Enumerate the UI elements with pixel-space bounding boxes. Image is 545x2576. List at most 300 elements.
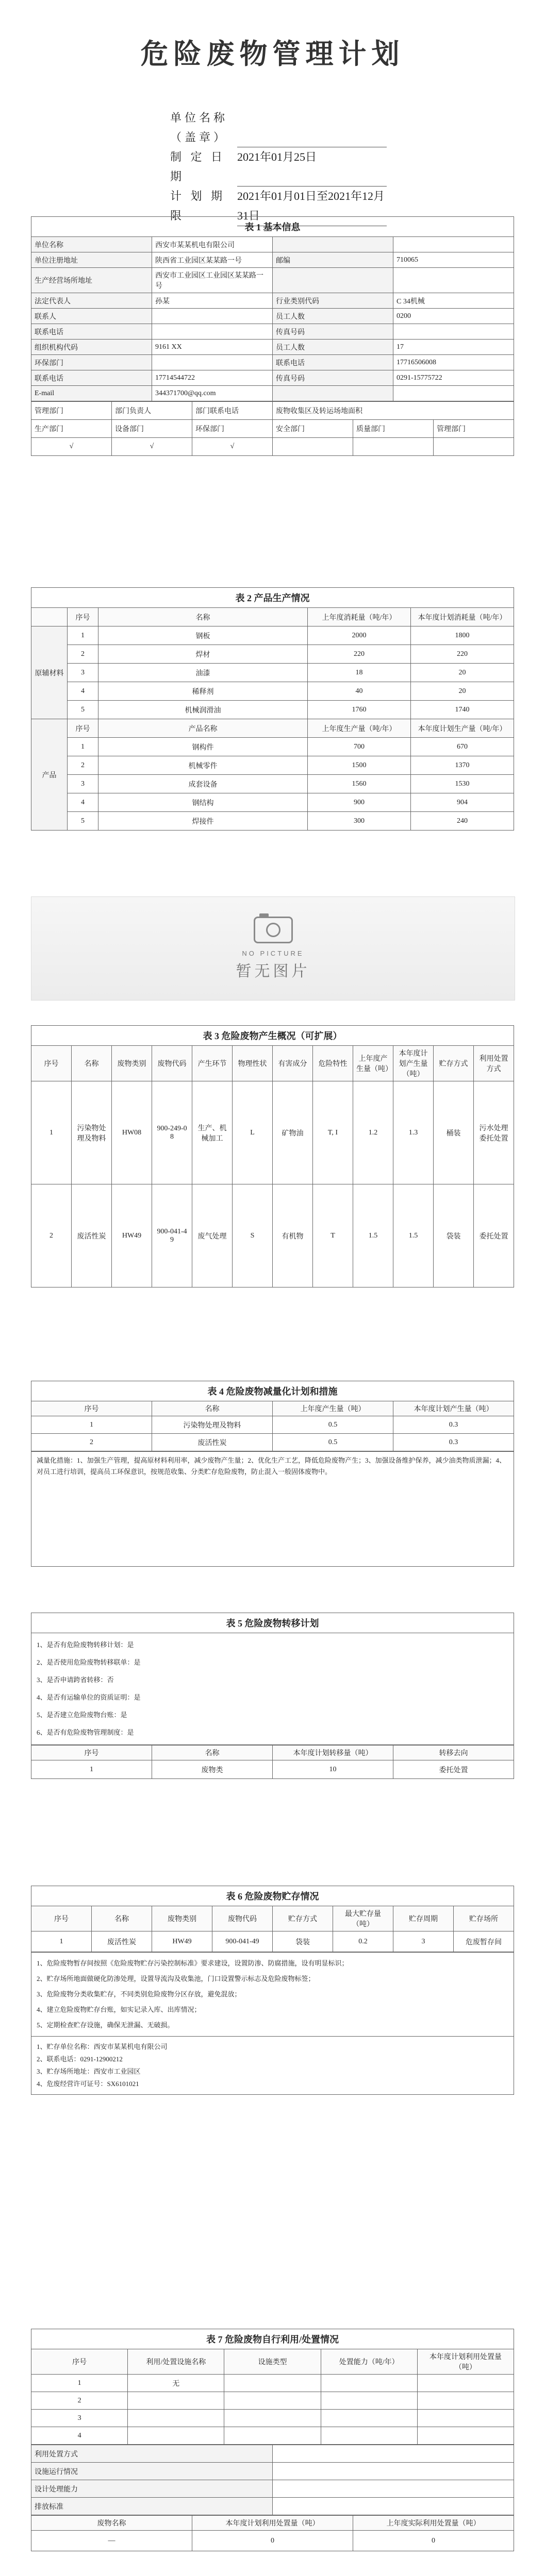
table-cell: 900 [308, 793, 411, 812]
raw-material-row [31, 701, 514, 719]
column-header: 本年度计划转移量（吨） [273, 1745, 393, 1760]
table-cell [321, 2410, 417, 2427]
transfer-item: 6、是否有危险废物管理制度：是 [37, 1728, 134, 1736]
table-cell: 1 [31, 1931, 92, 1952]
column-header: 最大贮存量（吨） [333, 1906, 393, 1931]
table-cell: 20 [411, 682, 514, 701]
table-cell: 1800 [411, 626, 514, 645]
table-cell: T [313, 1184, 353, 1287]
mgmt-dept: 环保部门 [192, 420, 273, 438]
info-value [152, 355, 273, 370]
storage-sign-line: 3、贮存场所地址：西安市工业园区 [37, 2067, 141, 2075]
section-title: 表 4 危险废物减量化计划和措施 [31, 1381, 514, 1401]
info-label: 行业类别代码 [273, 293, 393, 309]
raw-material-row [31, 664, 514, 682]
info-label: 联系电话 [31, 324, 152, 340]
column-header: 序号 [68, 719, 98, 738]
mgmt-check [273, 438, 353, 456]
date-value: 2021年01月25日 [237, 147, 387, 187]
table-cell: 1 [31, 2375, 128, 2392]
column-header: 上年度实际利用处置量（吨） [353, 2516, 514, 2531]
info-label [273, 237, 393, 252]
table-cell: HW49 [152, 1931, 212, 1952]
table-cell [321, 2427, 417, 2445]
section-title: 表 1 基本信息 [31, 216, 514, 236]
table-cell [417, 2375, 514, 2392]
info-label: 联系人 [31, 309, 152, 324]
self-disposal-total [31, 2515, 514, 2551]
info-label: 环保部门 [31, 355, 152, 370]
column-header: 上年度生产量（吨/年） [308, 719, 411, 738]
table-cell: 1.3 [393, 1081, 434, 1184]
column-header: 废物类别 [112, 1046, 152, 1081]
transfer-item: 4、是否有运输单位的资质证明：是 [37, 1693, 141, 1701]
table-row [31, 2427, 514, 2445]
info-label: 联系电话 [31, 370, 152, 386]
section-title: 表 7 危险废物自行利用/处置情况 [31, 2329, 514, 2349]
mgmt-header: 废物收集区及转运场地面积 [273, 402, 514, 420]
table-cell: 4 [68, 682, 98, 701]
column-header: 本年度计划产生量（吨） [393, 1401, 514, 1416]
no-picture-en: NO PICTURE [242, 949, 304, 957]
table-cell: 矿物油 [273, 1081, 313, 1184]
info-row [31, 293, 514, 309]
section-title: 表 5 危险废物转移计划 [31, 1613, 514, 1633]
info-value: 17716506008 [393, 355, 514, 370]
unit-value [237, 108, 387, 147]
table-cell: 300 [308, 812, 411, 831]
table-cell: 18 [308, 664, 411, 682]
table-cell [224, 2427, 321, 2445]
table-cell: 10 [273, 1760, 393, 1779]
column-header: 名称 [92, 1906, 152, 1931]
table-cell: 1.5 [353, 1184, 393, 1287]
table-cell: 2 [68, 756, 98, 775]
section-title: 表 6 危险废物贮存情况 [31, 1886, 514, 1906]
info-row [31, 237, 514, 252]
table-cell: HW08 [112, 1081, 152, 1184]
period-label: 计 划 期 限 [170, 190, 226, 222]
self-disposal-labels [31, 2445, 514, 2515]
table-cell: 904 [411, 793, 514, 812]
table-cell: 2 [31, 2392, 128, 2410]
label-row [31, 2463, 514, 2480]
table-cell: 1 [31, 1081, 72, 1184]
table-cell: 稀释剂 [98, 682, 308, 701]
table-cell [417, 2392, 514, 2410]
table-cell: 钢板 [98, 626, 308, 645]
section-reduction [31, 1381, 514, 1567]
table-cell: 3 [68, 775, 98, 793]
table-cell: S [233, 1184, 273, 1287]
info-value [393, 237, 514, 252]
transfer-item: 1、是否有危险废物转移计划：是 [37, 1641, 134, 1649]
section-waste-overview [31, 1025, 514, 1287]
table-cell: 3 [393, 1931, 454, 1952]
row-value [273, 2480, 514, 2498]
column-header: 贮存场所 [454, 1906, 514, 1931]
label-row [31, 2445, 514, 2463]
table-cell: 0.3 [393, 1434, 514, 1451]
table-cell: 1530 [411, 775, 514, 793]
info-value [393, 386, 514, 401]
section-transfer [31, 1613, 514, 1779]
storage-table [31, 1906, 514, 1952]
info-row [31, 386, 514, 401]
transfer-item: 5、是否建立危险废物台账：是 [37, 1711, 127, 1719]
table-cell: 生产、机械加工 [192, 1081, 233, 1184]
info-label: 组织机构代码 [31, 340, 152, 355]
table-cell: T, I [313, 1081, 353, 1184]
table-cell: 危废暂存间 [454, 1931, 514, 1952]
info-label: 传真号码 [273, 324, 393, 340]
table-cell: 900-041-49 [212, 1931, 273, 1952]
column-header: 利用/处置设施名称 [128, 2349, 224, 2375]
table-cell [224, 2410, 321, 2427]
table-row [31, 719, 514, 738]
info-value: 0291-15775722 [393, 370, 514, 386]
column-header [31, 608, 68, 626]
storage-note: 3、危险废物分类收集贮存，不同类别危险废物分区存放，避免混放； [37, 1990, 241, 1998]
table-cell: 废活性炭 [152, 1434, 273, 1451]
column-header: 上年度产生量（吨） [353, 1046, 393, 1081]
column-header: 本年度计划利用处置量（吨） [417, 2349, 514, 2375]
column-header: 贮存方式 [273, 1906, 333, 1931]
column-header: 本年度计划生产量（吨/年） [411, 719, 514, 738]
table-cell: 委托处置 [393, 1760, 514, 1779]
table-cell: 袋装 [273, 1931, 333, 1952]
table-cell: 机械润滑油 [98, 701, 308, 719]
date-label: 制 定 日 期 [170, 150, 226, 183]
info-label: 传真号码 [273, 370, 393, 386]
info-value: 710065 [393, 252, 514, 268]
table-cell: 1 [31, 1760, 152, 1779]
table-cell: 1760 [308, 701, 411, 719]
no-picture-cn: 暂无图片 [236, 962, 310, 980]
info-value [393, 268, 514, 293]
column-header: 名称 [152, 1401, 273, 1416]
column-header: 本年度计划产生量（吨） [393, 1046, 434, 1081]
table-cell: 焊接件 [98, 812, 308, 831]
table-cell [321, 2392, 417, 2410]
column-header: 贮存方式 [434, 1046, 474, 1081]
table-cell: 5 [68, 812, 98, 831]
table-cell: 污染物处理及物料 [152, 1416, 273, 1434]
table-cell: 成套设备 [98, 775, 308, 793]
section-storage [31, 1886, 514, 2095]
raw-material-row [31, 626, 514, 645]
info-label: 员工人数 [273, 340, 393, 355]
column-header: 有害成分 [273, 1046, 313, 1081]
reduction-table [31, 1401, 514, 1451]
table-cell [128, 2392, 224, 2410]
info-row [31, 355, 514, 370]
info-label: 员工人数 [273, 309, 393, 324]
column-header: 名称 [72, 1046, 112, 1081]
table-cell [128, 2410, 224, 2427]
info-label: 联系电话 [273, 355, 393, 370]
column-header: 上年度产生量（吨） [273, 1401, 393, 1416]
raw-material-row [31, 682, 514, 701]
mgmt-dept: 管理部门 [434, 420, 514, 438]
table-cell: 700 [308, 738, 411, 756]
table-cell: 1 [31, 1416, 152, 1434]
info-value: 17714544722 [152, 370, 273, 386]
table-cell: 有机物 [273, 1184, 313, 1287]
column-header: 本年度计划利用处置量（吨） [192, 2516, 353, 2531]
table-cell: HW49 [112, 1184, 152, 1287]
info-row [31, 340, 514, 355]
column-header: 废物名称 [31, 2516, 192, 2531]
table-row [31, 1434, 514, 1451]
table-cell: 0.5 [273, 1416, 393, 1434]
transfer-item: 3、是否申请跨省转移：否 [37, 1676, 114, 1684]
table-cell [417, 2410, 514, 2427]
transfer-item: 2、是否使用危险废物转移联单：是 [37, 1658, 141, 1666]
table-cell: 2 [68, 645, 98, 664]
table-cell: 1.5 [393, 1184, 434, 1287]
info-row [31, 309, 514, 324]
section-self-disposal [31, 2329, 514, 2551]
row-value [273, 2445, 514, 2463]
table-cell: 220 [411, 645, 514, 664]
mgmt-check [353, 438, 434, 456]
table-cell: 2 [31, 1184, 72, 1287]
table-cell: 3 [31, 2410, 128, 2427]
storage-sign-line: 2、联系电话：0291-12900212 [37, 2055, 123, 2063]
waste-overview-table [31, 1045, 514, 1287]
mgmt-check [434, 438, 514, 456]
production-table [31, 607, 514, 831]
table-cell: 2 [31, 1434, 152, 1451]
table-cell: 4 [68, 793, 98, 812]
storage-note: 4、建立危险废物贮存台账，如实记录入库、出库情况； [37, 2006, 201, 2013]
storage-notes [31, 1952, 514, 2037]
table-cell: 袋装 [434, 1184, 474, 1287]
column-header: 利用处置方式 [474, 1046, 514, 1081]
table-cell: 0.5 [273, 1434, 393, 1451]
management-table [31, 401, 514, 456]
product-row [31, 738, 514, 756]
info-value: 孙某 [152, 293, 273, 309]
info-row [31, 324, 514, 340]
column-header: 序号 [31, 1046, 72, 1081]
table-cell: 670 [411, 738, 514, 756]
mgmt-header: 部门负责人 [112, 402, 192, 420]
table-cell [224, 2392, 321, 2410]
info-label: 法定代表人 [31, 293, 152, 309]
table-cell: 无 [128, 2375, 224, 2392]
table-cell: 40 [308, 682, 411, 701]
mgmt-check: √ [31, 438, 112, 456]
table-cell: 废气处理 [192, 1184, 233, 1287]
basic-info-table [31, 236, 514, 401]
info-value: 9161 XX [152, 340, 273, 355]
column-header: 废物代码 [212, 1906, 273, 1931]
column-header: 本年度计划消耗量（吨/年） [411, 608, 514, 626]
row-value [273, 2463, 514, 2480]
mgmt-dept: 生产部门 [31, 420, 112, 438]
group-label: 原辅材料 [31, 626, 68, 719]
table-cell: 2000 [308, 626, 411, 645]
table-cell [128, 2427, 224, 2445]
table-cell: 1 [68, 626, 98, 645]
self-disposal-table [31, 2349, 514, 2445]
table-cell: 焊材 [98, 645, 308, 664]
table-cell: L [233, 1081, 273, 1184]
product-row [31, 775, 514, 793]
column-header: 名称 [152, 1745, 273, 1760]
table-cell: 污水处理委托处置 [474, 1081, 514, 1184]
mgmt-dept: 设备部门 [112, 420, 192, 438]
section-production [31, 587, 514, 831]
row-label: 设计处理能力 [31, 2480, 273, 2498]
table-row [31, 2392, 514, 2410]
storage-note: 5、定期检查贮存设施，确保无泄漏、无破损。 [37, 2021, 174, 2029]
table-cell: 钢结构 [98, 793, 308, 812]
column-header: 产生环节 [192, 1046, 233, 1081]
table-cell: — [31, 2531, 192, 2551]
info-value: 西安市工业园区工业园区某某路一号 [152, 268, 273, 293]
table-cell: 1370 [411, 756, 514, 775]
table-cell: 0 [192, 2531, 353, 2551]
table-cell: 4 [31, 2427, 128, 2445]
table-row [31, 608, 514, 626]
column-header: 序号 [31, 1401, 152, 1416]
column-header: 处置能力（吨/年） [321, 2349, 417, 2375]
storage-note: 1、危险废物暂存间按照《危险废物贮存污染控制标准》要求建设，设置防渗、防腐措施，设有明显标识； [37, 1959, 349, 1967]
table-cell: 废活性炭 [92, 1931, 152, 1952]
column-header: 废物类别 [152, 1906, 212, 1931]
column-header: 设施类型 [224, 2349, 321, 2375]
mgmt-header: 管理部门 [31, 402, 112, 420]
product-row [31, 793, 514, 812]
info-value [393, 324, 514, 340]
section-title: 表 2 产品生产情况 [31, 587, 514, 607]
table-cell: 机械零件 [98, 756, 308, 775]
table-cell: 污染物处理及物料 [72, 1081, 112, 1184]
table-cell: 钢构件 [98, 738, 308, 756]
column-header: 序号 [31, 1906, 92, 1931]
table-row [31, 2410, 514, 2427]
storage-sign [31, 2037, 514, 2095]
row-label: 设施运行情况 [31, 2463, 273, 2480]
transfer-table [31, 1745, 514, 1779]
column-header: 物理性状 [233, 1046, 273, 1081]
info-label [273, 268, 393, 293]
mgmt-dept: 质量部门 [353, 420, 434, 438]
table-cell [321, 2375, 417, 2392]
storage-sign-line: 1、贮存单位名称：西安市某某机电有限公司 [37, 2043, 168, 2050]
column-header: 序号 [31, 2349, 128, 2375]
column-header: 废物代码 [152, 1046, 192, 1081]
table-cell: 900-041-49 [152, 1184, 192, 1287]
info-value: 344371700@qq.com [152, 386, 273, 401]
unit-label: 单位名称（盖章） [170, 111, 228, 144]
section-basic-info [31, 216, 514, 456]
row-value [273, 2498, 514, 2515]
table-cell: 0.2 [333, 1931, 393, 1952]
row-label: 排放标准 [31, 2498, 273, 2515]
table-cell: 220 [308, 645, 411, 664]
table-cell: 桶装 [434, 1081, 474, 1184]
info-value [152, 309, 273, 324]
info-value: 西安市某某机电有限公司 [152, 237, 273, 252]
info-value [152, 324, 273, 340]
table-cell: 油漆 [98, 664, 308, 682]
table-cell: 0 [353, 2531, 514, 2551]
row-label: 利用处置方式 [31, 2445, 273, 2463]
table-cell [417, 2427, 514, 2445]
info-label: 生产经营场所地址 [31, 268, 152, 293]
info-label: 单位名称 [31, 237, 152, 252]
info-label: 邮编 [273, 252, 393, 268]
info-label: 单位注册地址 [31, 252, 152, 268]
table-cell: 3 [68, 664, 98, 682]
table-cell: 废活性炭 [72, 1184, 112, 1287]
column-header: 危险特性 [313, 1046, 353, 1081]
cover-info [170, 108, 387, 226]
table-row [31, 1760, 514, 1779]
table-row [31, 1416, 514, 1434]
group-label: 产品 [31, 719, 68, 831]
column-header: 贮存周期 [393, 1906, 454, 1931]
label-row [31, 2480, 514, 2498]
info-value: 0200 [393, 309, 514, 324]
table-row [31, 1931, 514, 1952]
table-cell: 5 [68, 701, 98, 719]
info-row [31, 268, 514, 293]
table-cell: 20 [411, 664, 514, 682]
section-title: 表 3 危险废物产生概况（可扩展） [31, 1025, 514, 1045]
table-cell: 900-249-08 [152, 1081, 192, 1184]
reduction-note: 减量化措施：1、加强生产管理，提高原材料利用率，减少废物产生量；2、优化生产工艺，降低危险废物产生；3、加强设备维护保养，减少油类物质泄漏；4、对员工进行培训，提高员工环保意识，按规范收集、分类贮存危险废物，防止混入一般固体废物中。 [31, 1451, 514, 1567]
mgmt-check: √ [192, 438, 273, 456]
table-cell: 废物类 [152, 1760, 273, 1779]
info-label [273, 386, 393, 401]
table-row [31, 1081, 514, 1184]
info-row [31, 252, 514, 268]
transfer-items [31, 1633, 514, 1745]
period-value: 2021年01月01日至2021年12月31日 [237, 187, 387, 226]
info-row [31, 370, 514, 386]
column-header: 序号 [68, 608, 98, 626]
camera-icon [254, 917, 293, 943]
column-header: 上年度消耗量（吨/年） [308, 608, 411, 626]
info-value: 17 [393, 340, 514, 355]
no-picture-placeholder [31, 896, 515, 1001]
table-row [31, 2375, 514, 2392]
storage-note: 2、贮存场所地面做硬化防渗处理，设置导流沟及收集池，门口设置警示标志及危险废物标签； [37, 1975, 315, 1982]
column-header: 名称 [98, 608, 308, 626]
table-cell: 240 [411, 812, 514, 831]
info-value: 陕西省工业园区某某路一号 [152, 252, 273, 268]
table-cell [224, 2375, 321, 2392]
table-cell: 委托处置 [474, 1184, 514, 1287]
mgmt-header: 部门联系电话 [192, 402, 273, 420]
mgmt-check: √ [112, 438, 192, 456]
table-cell: 1 [68, 738, 98, 756]
column-header: 产品名称 [98, 719, 308, 738]
info-label: E-mail [31, 386, 152, 401]
storage-sign-line: 4、危废经营许可证号：SX6101021 [37, 2080, 139, 2088]
info-value: C 34机械 [393, 293, 514, 309]
mgmt-dept: 安全部门 [273, 420, 353, 438]
table-row [31, 1184, 514, 1287]
column-header: 转移去向 [393, 1745, 514, 1760]
raw-material-row [31, 645, 514, 664]
table-cell: 1740 [411, 701, 514, 719]
